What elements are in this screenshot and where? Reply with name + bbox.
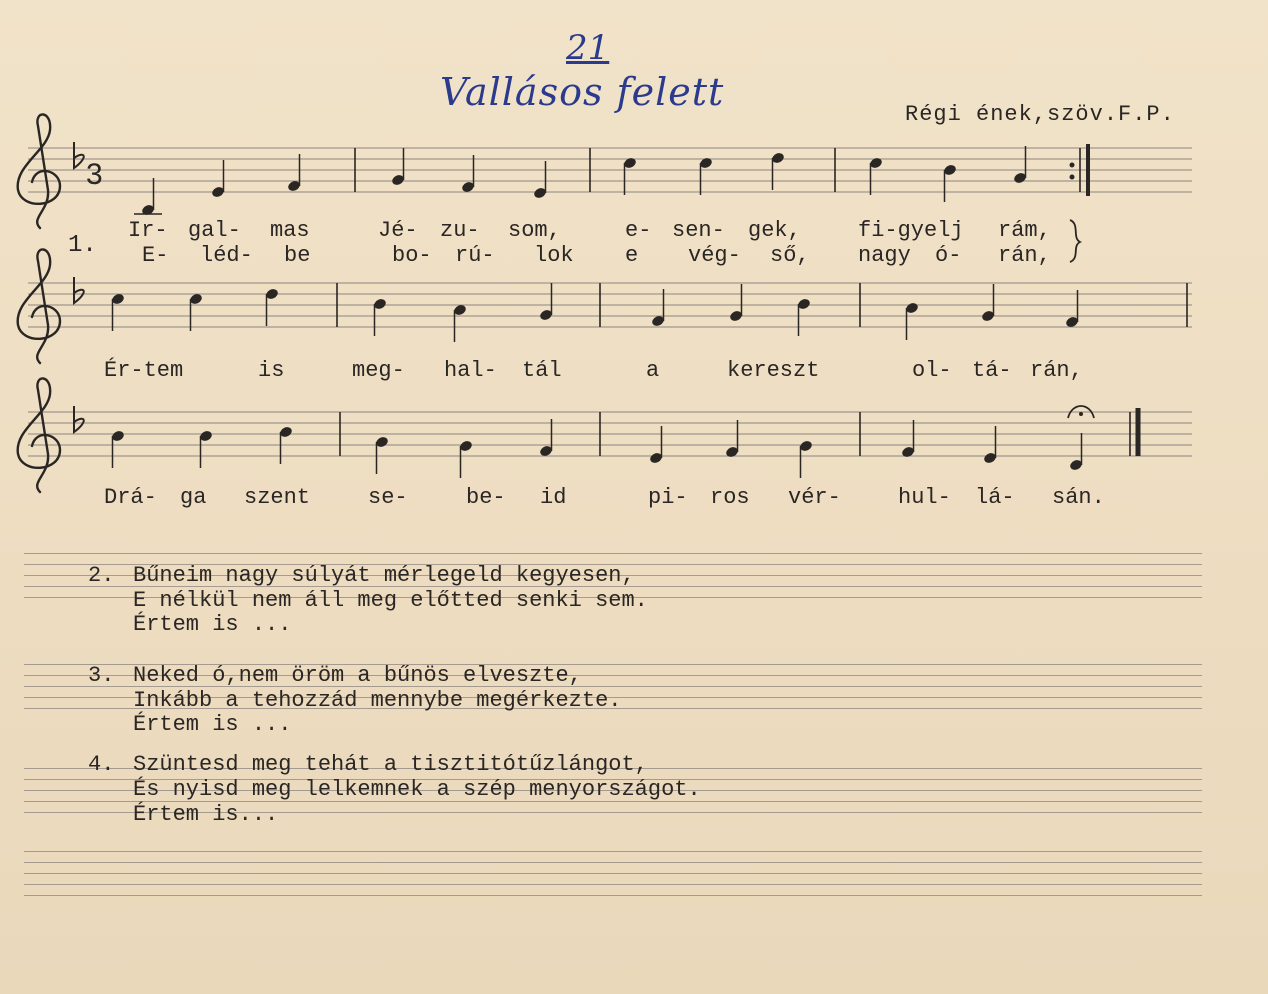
syllable: rám, xyxy=(998,218,1051,243)
quarter-note xyxy=(461,155,476,194)
verse-line: Értem is ... xyxy=(133,612,292,637)
syllable: be- xyxy=(466,485,506,510)
syllable: ső, xyxy=(770,243,810,268)
syllable: se- xyxy=(368,485,408,510)
quarter-note xyxy=(199,429,214,468)
syllable: zu- xyxy=(440,218,480,243)
syllable: mas xyxy=(270,218,310,243)
quarter-note xyxy=(651,289,666,328)
syllable: vég- xyxy=(688,243,741,268)
quarter-note xyxy=(539,283,554,322)
syllable: szent xyxy=(244,485,311,510)
syllable: hul- xyxy=(898,485,951,510)
syllable: ó- xyxy=(935,243,962,268)
verse-line: Bűneim nagy súlyát mérlegeld kegyesen, xyxy=(133,563,635,588)
syllable: sen- xyxy=(672,218,725,243)
notes xyxy=(111,146,1084,478)
syllable: Ir- xyxy=(128,218,168,243)
syllable: rán, xyxy=(1030,358,1083,383)
verse-number-1: 1. xyxy=(68,232,97,259)
verse-line: Értem is... xyxy=(133,802,279,827)
treble-clef-icon xyxy=(18,114,60,228)
syllable: meg- xyxy=(352,358,405,383)
syllable: be xyxy=(284,243,311,268)
syllable: sán. xyxy=(1052,485,1105,510)
syllable: id xyxy=(540,485,567,510)
quarter-note xyxy=(287,154,302,193)
quarter-note xyxy=(901,420,916,459)
ruled-line xyxy=(24,895,1202,896)
syllable: kereszt xyxy=(727,358,820,383)
syllable: vér- xyxy=(788,485,841,510)
syllable: e- xyxy=(625,218,652,243)
syllable: a xyxy=(646,358,660,383)
quarter-note xyxy=(539,419,554,458)
treble-clef-icon xyxy=(18,249,60,363)
verse-line: Értem is ... xyxy=(133,712,292,737)
quarter-note xyxy=(373,297,388,336)
syllable: ga xyxy=(180,485,207,510)
quarter-note xyxy=(725,420,740,459)
quarter-note xyxy=(699,156,714,195)
syllable: is xyxy=(258,358,285,383)
quarter-note xyxy=(1069,433,1084,472)
ruled-line xyxy=(24,873,1202,874)
verse-line: Szüntesd meg tehát a tisztitótűzlángot, xyxy=(133,752,648,777)
quarter-note xyxy=(981,284,996,323)
quarter-note xyxy=(211,160,226,199)
syllable: Drá- xyxy=(104,485,157,510)
quarter-note xyxy=(111,429,126,468)
syllable: tál xyxy=(522,358,562,383)
quarter-note xyxy=(533,161,548,200)
quarter-note xyxy=(375,435,390,474)
syllable: E- xyxy=(142,243,169,268)
syllable: lá- xyxy=(975,485,1015,510)
verse-line: E nélkül nem áll meg előtted senki sem. xyxy=(133,588,648,613)
ruled-line xyxy=(24,553,1202,554)
ruled-line xyxy=(24,884,1202,885)
syllable: fi-gyelj xyxy=(858,218,964,243)
quarter-note xyxy=(623,156,638,195)
syllable: gek, xyxy=(748,218,801,243)
syllable: lok xyxy=(534,243,574,268)
quarter-note xyxy=(189,292,204,331)
quarter-note xyxy=(111,292,126,331)
verse-number: 4. xyxy=(88,752,115,777)
flat-sign-icon xyxy=(74,277,84,303)
syllable: gal- xyxy=(188,218,241,243)
verse-line: Neked ó,nem öröm a bűnös elveszte, xyxy=(133,663,582,688)
syllable: léd- xyxy=(200,243,253,268)
syllable: Jé- xyxy=(378,218,418,243)
syllable: tá- xyxy=(972,358,1012,383)
quarter-note xyxy=(771,151,786,190)
syllable: pi- xyxy=(648,485,688,510)
verse-number: 3. xyxy=(88,663,115,688)
time-signature: 3 xyxy=(86,158,103,191)
flat-sign-icon xyxy=(74,142,84,168)
syllable: e xyxy=(625,243,639,268)
quarter-note xyxy=(729,284,744,323)
syllable: ol- xyxy=(912,358,952,383)
repeat-dot xyxy=(1070,163,1075,168)
quarter-note xyxy=(453,303,468,342)
quarter-note xyxy=(799,439,814,478)
syllable: som, xyxy=(508,218,561,243)
lyric-brace xyxy=(1070,220,1080,262)
page-number: 21 xyxy=(566,28,610,68)
syllable: rú- xyxy=(455,243,495,268)
verse-line: Inkább a tehozzád mennybe megérkezte. xyxy=(133,688,622,713)
quarter-note xyxy=(905,301,920,340)
repeat-dot xyxy=(1070,175,1075,180)
source-note: Régi ének,szöv.F.P. xyxy=(905,102,1175,127)
quarter-note xyxy=(391,148,406,187)
flat-sign-icon xyxy=(74,406,84,432)
quarter-note xyxy=(797,297,812,336)
syllable: Ér-tem xyxy=(104,358,184,383)
verse-number: 2. xyxy=(88,563,115,588)
syllable: hal- xyxy=(444,358,497,383)
quarter-note xyxy=(141,178,156,217)
clefs xyxy=(18,114,84,492)
syllable: nagy xyxy=(858,243,911,268)
syllable: rán, xyxy=(998,243,1051,268)
verse-line: És nyisd meg lelkemnek a szép menyországot. xyxy=(133,777,701,802)
quarter-note xyxy=(943,163,958,202)
quarter-note xyxy=(1065,290,1080,329)
treble-clef-icon xyxy=(18,378,60,492)
section-title: Vallásos felett xyxy=(440,70,725,114)
fermata-dot xyxy=(1079,412,1083,416)
quarter-note xyxy=(869,156,884,195)
staff-lines xyxy=(28,148,1192,456)
ruled-line xyxy=(24,862,1202,863)
ruled-line xyxy=(24,851,1202,852)
quarter-note xyxy=(1013,146,1028,185)
quarter-note xyxy=(265,287,280,326)
quarter-note xyxy=(459,439,474,478)
syllable: ros xyxy=(710,485,750,510)
syllable: bo- xyxy=(392,243,432,268)
